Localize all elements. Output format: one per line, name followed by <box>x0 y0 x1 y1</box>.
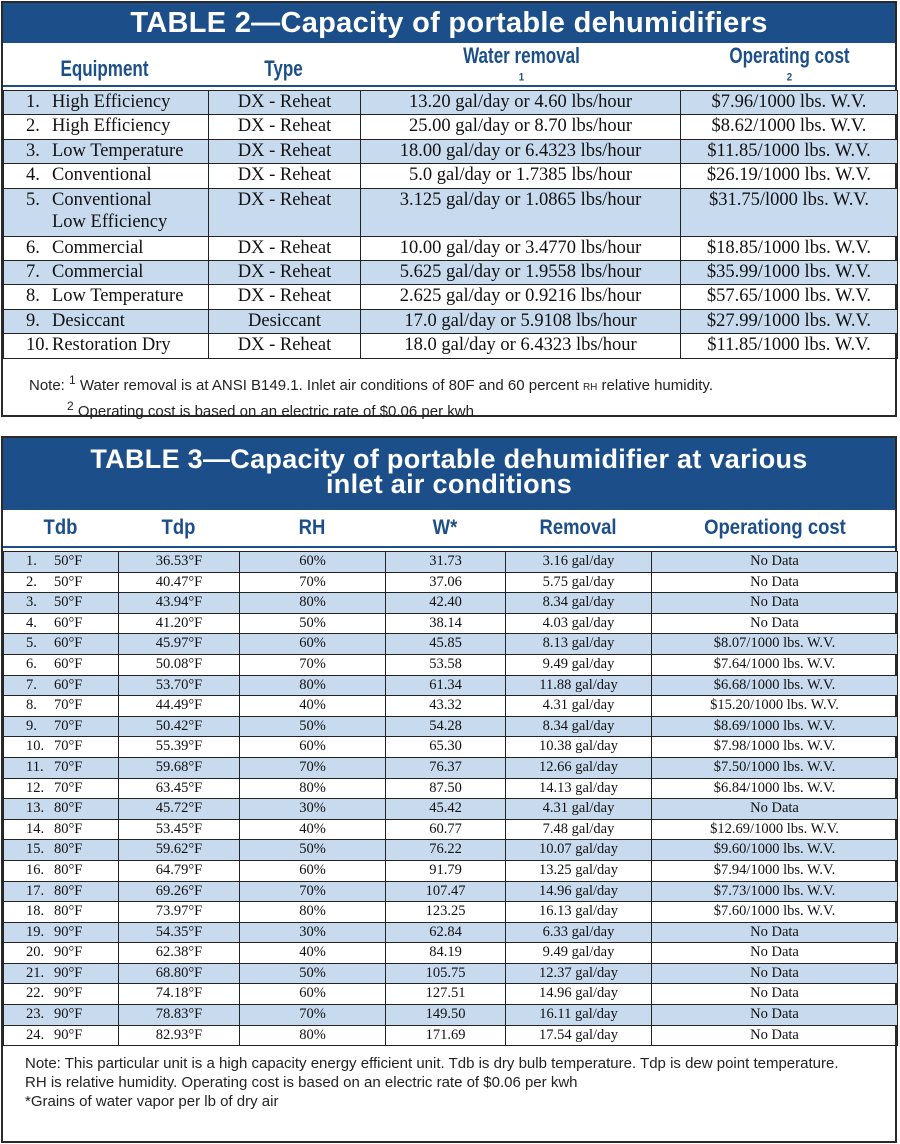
operating-cost-cell: $7.94/1000 lbs. W.V. <box>652 860 898 881</box>
equipment-cell: 8. Low Temperature <box>4 285 209 309</box>
operating-cost-cell: No Data <box>652 613 898 634</box>
rh-cell: 30% <box>240 922 386 943</box>
type-cell: DX - Reheat <box>209 285 361 309</box>
tdp-cell: 59.62°F <box>119 840 240 861</box>
w-cell: 45.85 <box>386 634 506 655</box>
operating-cost-cell: $8.62/1000 lbs. W.V. <box>681 115 898 139</box>
tdp-cell: 55.39°F <box>119 737 240 758</box>
table-row <box>4 593 898 614</box>
tdp-cell: 36.53°F <box>119 552 240 573</box>
operating-cost-cell: No Data <box>652 1005 898 1026</box>
w-cell: 62.84 <box>386 922 506 943</box>
w-cell: 123.25 <box>386 902 506 923</box>
equipment-cell: 4. Conventional <box>4 164 209 188</box>
tdp-cell: 74.18°F <box>119 984 240 1005</box>
tdp-cell: 62.38°F <box>119 943 240 964</box>
table-row <box>4 675 898 696</box>
rh-cell: 80% <box>240 1025 386 1046</box>
rh-cell: 50% <box>240 613 386 634</box>
table-row <box>4 552 898 573</box>
tdb-cell: 18. 80°F <box>4 902 119 923</box>
table-row <box>4 115 898 139</box>
operating-cost-cell: No Data <box>652 1025 898 1046</box>
w-cell: 54.28 <box>386 716 506 737</box>
tdb-cell: 24. 90°F <box>4 1025 119 1046</box>
removal-cell: 5.75 gal/day <box>506 572 652 593</box>
removal-cell: 4.31 gal/day <box>506 799 652 820</box>
tdb-cell: 16. 80°F <box>4 860 119 881</box>
w-cell: 76.37 <box>386 757 506 778</box>
water-removal-cell: 18.0 gal/day or 6.4323 lbs/hour <box>361 334 681 358</box>
tdp-cell: 50.08°F <box>119 654 240 675</box>
table-2-panel <box>1 1 897 420</box>
table-2-header-row <box>3 43 895 87</box>
w-cell: 87.50 <box>386 778 506 799</box>
table-row <box>4 819 898 840</box>
operating-cost-cell: $7.50/1000 lbs. W.V. <box>652 757 898 778</box>
w-cell: 38.14 <box>386 613 506 634</box>
tdp-cell: 41.20°F <box>119 613 240 634</box>
tdb-cell: 1. 50°F <box>4 552 119 573</box>
equipment-cell: 3. Low Temperature <box>4 139 209 163</box>
tdp-cell: 45.72°F <box>119 799 240 820</box>
operating-cost-cell: No Data <box>652 943 898 964</box>
table-row <box>4 613 898 634</box>
table-row <box>4 881 898 902</box>
rh-cell: 70% <box>240 1005 386 1026</box>
type-cell: DX - Reheat <box>209 236 361 260</box>
w-cell: 91.79 <box>386 860 506 881</box>
tdb-cell: 3. 50°F <box>4 593 119 614</box>
removal-cell: 12.37 gal/day <box>506 963 652 984</box>
equipment-cell: 6. Commercial <box>4 236 209 260</box>
tdb-cell: 22. 90°F <box>4 984 119 1005</box>
equipment-cell: 2. High Efficiency <box>4 115 209 139</box>
rh-cell: 60% <box>240 984 386 1005</box>
operating-cost-cell: $35.99/1000 lbs. W.V. <box>681 260 898 284</box>
tdb-cell: 11. 70°F <box>4 757 119 778</box>
tdp-cell: 69.26°F <box>119 881 240 902</box>
table-row <box>4 1005 898 1026</box>
header-tdp: Tdp <box>161 516 196 539</box>
type-cell: DX - Reheat <box>209 91 361 115</box>
tdp-cell: 68.80°F <box>119 963 240 984</box>
table-row <box>4 778 898 799</box>
operating-cost-cell: No Data <box>652 593 898 614</box>
water-removal-cell: 5.625 gal/day or 1.9558 lbs/hour <box>361 260 681 284</box>
type-cell: DX - Reheat <box>209 334 361 358</box>
water-removal-cell: 13.20 gal/day or 4.60 lbs/hour <box>361 91 681 115</box>
table-row <box>4 188 898 236</box>
table-row <box>4 334 898 358</box>
table-row <box>4 285 898 309</box>
rh-cell: 60% <box>240 634 386 655</box>
table-3-title: TABLE 3—Capacity of portable dehumidifier at various inlet air conditions <box>3 438 895 510</box>
rh-cell: 40% <box>240 943 386 964</box>
water-removal-cell: 10.00 gal/day or 3.4770 lbs/hour <box>361 236 681 260</box>
water-removal-cell: 3.125 gal/day or 1.0865 lbs/hour <box>361 188 681 236</box>
removal-cell: 8.34 gal/day <box>506 593 652 614</box>
w-cell: 42.40 <box>386 593 506 614</box>
removal-cell: 3.16 gal/day <box>506 552 652 573</box>
table-2-note: Note: $^1$ Water removal is at ANSI B149.1. Inlet air conditions of 80F and 60 percent RH relative humidity. $^2$ Operating cost is based on an electric rate of $0.06 per kwh <box>29 372 713 420</box>
tdp-cell: 44.49°F <box>119 696 240 717</box>
table-2-title: TABLE 2—Capacity of portable dehumidifiers <box>3 3 895 43</box>
operating-cost-cell: $11.85/1000 lbs. W.V. <box>681 334 898 358</box>
table-row <box>4 860 898 881</box>
header-operating-cost: Operationg cost <box>704 516 846 539</box>
table-row <box>4 572 898 593</box>
operating-cost-cell: $7.96/1000 lbs. W.V. <box>681 91 898 115</box>
table-row <box>4 654 898 675</box>
operating-cost-cell: No Data <box>652 552 898 573</box>
tdp-cell: 53.45°F <box>119 819 240 840</box>
removal-cell: 16.11 gal/day <box>506 1005 652 1026</box>
rh-cell: 50% <box>240 716 386 737</box>
w-cell: 37.06 <box>386 572 506 593</box>
table-row <box>4 260 898 284</box>
tdp-cell: 54.35°F <box>119 922 240 943</box>
w-cell: 43.32 <box>386 696 506 717</box>
type-cell: DX - Reheat <box>209 139 361 163</box>
table-3-note: Note: This particular unit is a high capacity energy efficient unit. Tdb is dry bulb temperature. Tdp is dew point temperature. RH is relative humidity. Operating cost is based on an electric rate of $0.06 per kwh *Grains of water vapor per lb of dry air <box>25 1055 839 1111</box>
table-row <box>4 164 898 188</box>
operating-cost-cell: $7.60/1000 lbs. W.V. <box>652 902 898 923</box>
table-row <box>4 716 898 737</box>
removal-cell: 14.96 gal/day <box>506 881 652 902</box>
w-cell: 107.47 <box>386 881 506 902</box>
tdb-cell: 9. 70°F <box>4 716 119 737</box>
table-row <box>4 757 898 778</box>
w-cell: 60.77 <box>386 819 506 840</box>
operating-cost-cell: No Data <box>652 963 898 984</box>
w-cell: 105.75 <box>386 963 506 984</box>
operating-cost-cell: $26.19/1000 lbs. W.V. <box>681 164 898 188</box>
w-cell: 171.69 <box>386 1025 506 1046</box>
water-removal-cell: 25.00 gal/day or 8.70 lbs/hour <box>361 115 681 139</box>
table-row <box>4 943 898 964</box>
removal-cell: 8.34 gal/day <box>506 716 652 737</box>
operating-cost-cell: $7.73/1000 lbs. W.V. <box>652 881 898 902</box>
removal-cell: 16.13 gal/day <box>506 902 652 923</box>
w-cell: 61.34 <box>386 675 506 696</box>
tdb-cell: 4. 60°F <box>4 613 119 634</box>
header-water-removal: Water removal $^1$ <box>463 43 580 84</box>
water-removal-cell: 2.625 gal/day or 0.9216 lbs/hour <box>361 285 681 309</box>
equipment-cell: 9. Desiccant <box>4 309 209 333</box>
table-2 <box>3 90 898 359</box>
removal-cell: 9.49 gal/day <box>506 943 652 964</box>
tdp-cell: 50.42°F <box>119 716 240 737</box>
water-removal-cell: 17.0 gal/day or 5.9108 lbs/hour <box>361 309 681 333</box>
tdp-cell: 59.68°F <box>119 757 240 778</box>
equipment-cell: 1. High Efficiency <box>4 91 209 115</box>
tdp-cell: 45.97°F <box>119 634 240 655</box>
rh-cell: 70% <box>240 757 386 778</box>
removal-cell: 7.48 gal/day <box>506 819 652 840</box>
tdb-cell: 7. 60°F <box>4 675 119 696</box>
type-cell: DX - Reheat <box>209 115 361 139</box>
removal-cell: 17.54 gal/day <box>506 1025 652 1046</box>
equipment-cell: 7. Commercial <box>4 260 209 284</box>
removal-cell: 4.03 gal/day <box>506 613 652 634</box>
operating-cost-cell: No Data <box>652 922 898 943</box>
rh-cell: 70% <box>240 654 386 675</box>
table-row <box>4 236 898 260</box>
rh-cell: 80% <box>240 593 386 614</box>
tdb-cell: 17. 80°F <box>4 881 119 902</box>
operating-cost-cell: $31.75/l000 lbs. W.V. <box>681 188 898 236</box>
header-type: Type <box>264 56 303 81</box>
rh-cell: 80% <box>240 675 386 696</box>
header-operating-cost: Operating cost $^2$ <box>729 43 850 84</box>
rh-cell: 60% <box>240 737 386 758</box>
rh-cell: 50% <box>240 963 386 984</box>
equipment-cell: 10. Restoration Dry <box>4 334 209 358</box>
removal-cell: 10.38 gal/day <box>506 737 652 758</box>
tdb-cell: 14. 80°F <box>4 819 119 840</box>
tdb-cell: 5. 60°F <box>4 634 119 655</box>
table-3 <box>3 551 898 1046</box>
w-cell: 127.51 <box>386 984 506 1005</box>
table-row <box>4 963 898 984</box>
removal-cell: 11.88 gal/day <box>506 675 652 696</box>
tdp-cell: 78.83°F <box>119 1005 240 1026</box>
table-row <box>4 1025 898 1046</box>
operating-cost-cell: $9.60/1000 lbs. W.V. <box>652 840 898 861</box>
rh-cell: 30% <box>240 799 386 820</box>
operating-cost-cell: $6.68/1000 lbs. W.V. <box>652 675 898 696</box>
header-tdb: Tdb <box>43 516 78 539</box>
type-cell: DX - Reheat <box>209 260 361 284</box>
removal-cell: 8.13 gal/day <box>506 634 652 655</box>
operating-cost-cell: No Data <box>652 984 898 1005</box>
operating-cost-cell: $7.64/1000 lbs. W.V. <box>652 654 898 675</box>
w-cell: 76.22 <box>386 840 506 861</box>
table-row <box>4 309 898 333</box>
tdb-cell: 15. 80°F <box>4 840 119 861</box>
removal-cell: 14.96 gal/day <box>506 984 652 1005</box>
table-row <box>4 139 898 163</box>
tdb-cell: 8. 70°F <box>4 696 119 717</box>
table-row <box>4 799 898 820</box>
header-w: W* <box>432 516 458 539</box>
w-cell: 149.50 <box>386 1005 506 1026</box>
tdb-cell: 10. 70°F <box>4 737 119 758</box>
operating-cost-cell: No Data <box>652 572 898 593</box>
table-row <box>4 984 898 1005</box>
rh-cell: 60% <box>240 552 386 573</box>
tdb-cell: 2. 50°F <box>4 572 119 593</box>
tdb-cell: 23. 90°F <box>4 1005 119 1026</box>
rh-cell: 40% <box>240 696 386 717</box>
rh-cell: 80% <box>240 902 386 923</box>
table-row <box>4 634 898 655</box>
removal-cell: 6.33 gal/day <box>506 922 652 943</box>
tdp-cell: 40.47°F <box>119 572 240 593</box>
equipment-cell: 5. Conventional Low Efficiency <box>4 188 209 236</box>
removal-cell: 10.07 gal/day <box>506 840 652 861</box>
removal-cell: 12.66 gal/day <box>506 757 652 778</box>
tdb-cell: 21. 90°F <box>4 963 119 984</box>
tdp-cell: 63.45°F <box>119 778 240 799</box>
tdp-cell: 73.97°F <box>119 902 240 923</box>
w-cell: 31.73 <box>386 552 506 573</box>
tdb-cell: 12. 70°F <box>4 778 119 799</box>
rh-cell: 60% <box>240 860 386 881</box>
w-cell: 45.42 <box>386 799 506 820</box>
w-cell: 53.58 <box>386 654 506 675</box>
rh-cell: 70% <box>240 881 386 902</box>
operating-cost-cell: $8.69/1000 lbs. W.V. <box>652 716 898 737</box>
header-rh: RH <box>298 516 326 539</box>
operating-cost-cell: $7.98/1000 lbs. W.V. <box>652 737 898 758</box>
tdb-cell: 6. 60°F <box>4 654 119 675</box>
type-cell: DX - Reheat <box>209 188 361 236</box>
operating-cost-cell: No Data <box>652 799 898 820</box>
rh-cell: 70% <box>240 572 386 593</box>
tdb-cell: 19. 90°F <box>4 922 119 943</box>
table-row <box>4 840 898 861</box>
rh-cell: 80% <box>240 778 386 799</box>
removal-cell: 9.49 gal/day <box>506 654 652 675</box>
water-removal-cell: 18.00 gal/day or 6.4323 lbs/hour <box>361 139 681 163</box>
operating-cost-cell: $6.84/1000 lbs. W.V. <box>652 778 898 799</box>
tdp-cell: 82.93°F <box>119 1025 240 1046</box>
tdb-cell: 20. 90°F <box>4 943 119 964</box>
header-equipment: Equipment <box>60 56 149 81</box>
removal-cell: 13.25 gal/day <box>506 860 652 881</box>
operating-cost-cell: $27.99/1000 lbs. W.V. <box>681 309 898 333</box>
removal-cell: 14.13 gal/day <box>506 778 652 799</box>
operating-cost-cell: $12.69/1000 lbs. W.V. <box>652 819 898 840</box>
table-3-panel <box>1 436 897 1143</box>
operating-cost-cell: $18.85/1000 lbs. W.V. <box>681 236 898 260</box>
operating-cost-cell: $15.20/1000 lbs. W.V. <box>652 696 898 717</box>
tdp-cell: 43.94°F <box>119 593 240 614</box>
table-row <box>4 922 898 943</box>
water-removal-cell: 5.0 gal/day or 1.7385 lbs/hour <box>361 164 681 188</box>
operating-cost-cell: $57.65/1000 lbs. W.V. <box>681 285 898 309</box>
removal-cell: 4.31 gal/day <box>506 696 652 717</box>
w-cell: 84.19 <box>386 943 506 964</box>
header-removal: Removal <box>539 516 617 539</box>
tdb-cell: 13. 80°F <box>4 799 119 820</box>
tdp-cell: 64.79°F <box>119 860 240 881</box>
table-row <box>4 737 898 758</box>
type-cell: DX - Reheat <box>209 164 361 188</box>
table-row <box>4 696 898 717</box>
table-3-header-row <box>3 510 895 548</box>
operating-cost-cell: $8.07/1000 lbs. W.V. <box>652 634 898 655</box>
operating-cost-cell: $11.85/1000 lbs. W.V. <box>681 139 898 163</box>
w-cell: 65.30 <box>386 737 506 758</box>
tdp-cell: 53.70°F <box>119 675 240 696</box>
type-cell: Desiccant <box>209 309 361 333</box>
rh-cell: 40% <box>240 819 386 840</box>
table-row <box>4 902 898 923</box>
rh-cell: 50% <box>240 840 386 861</box>
